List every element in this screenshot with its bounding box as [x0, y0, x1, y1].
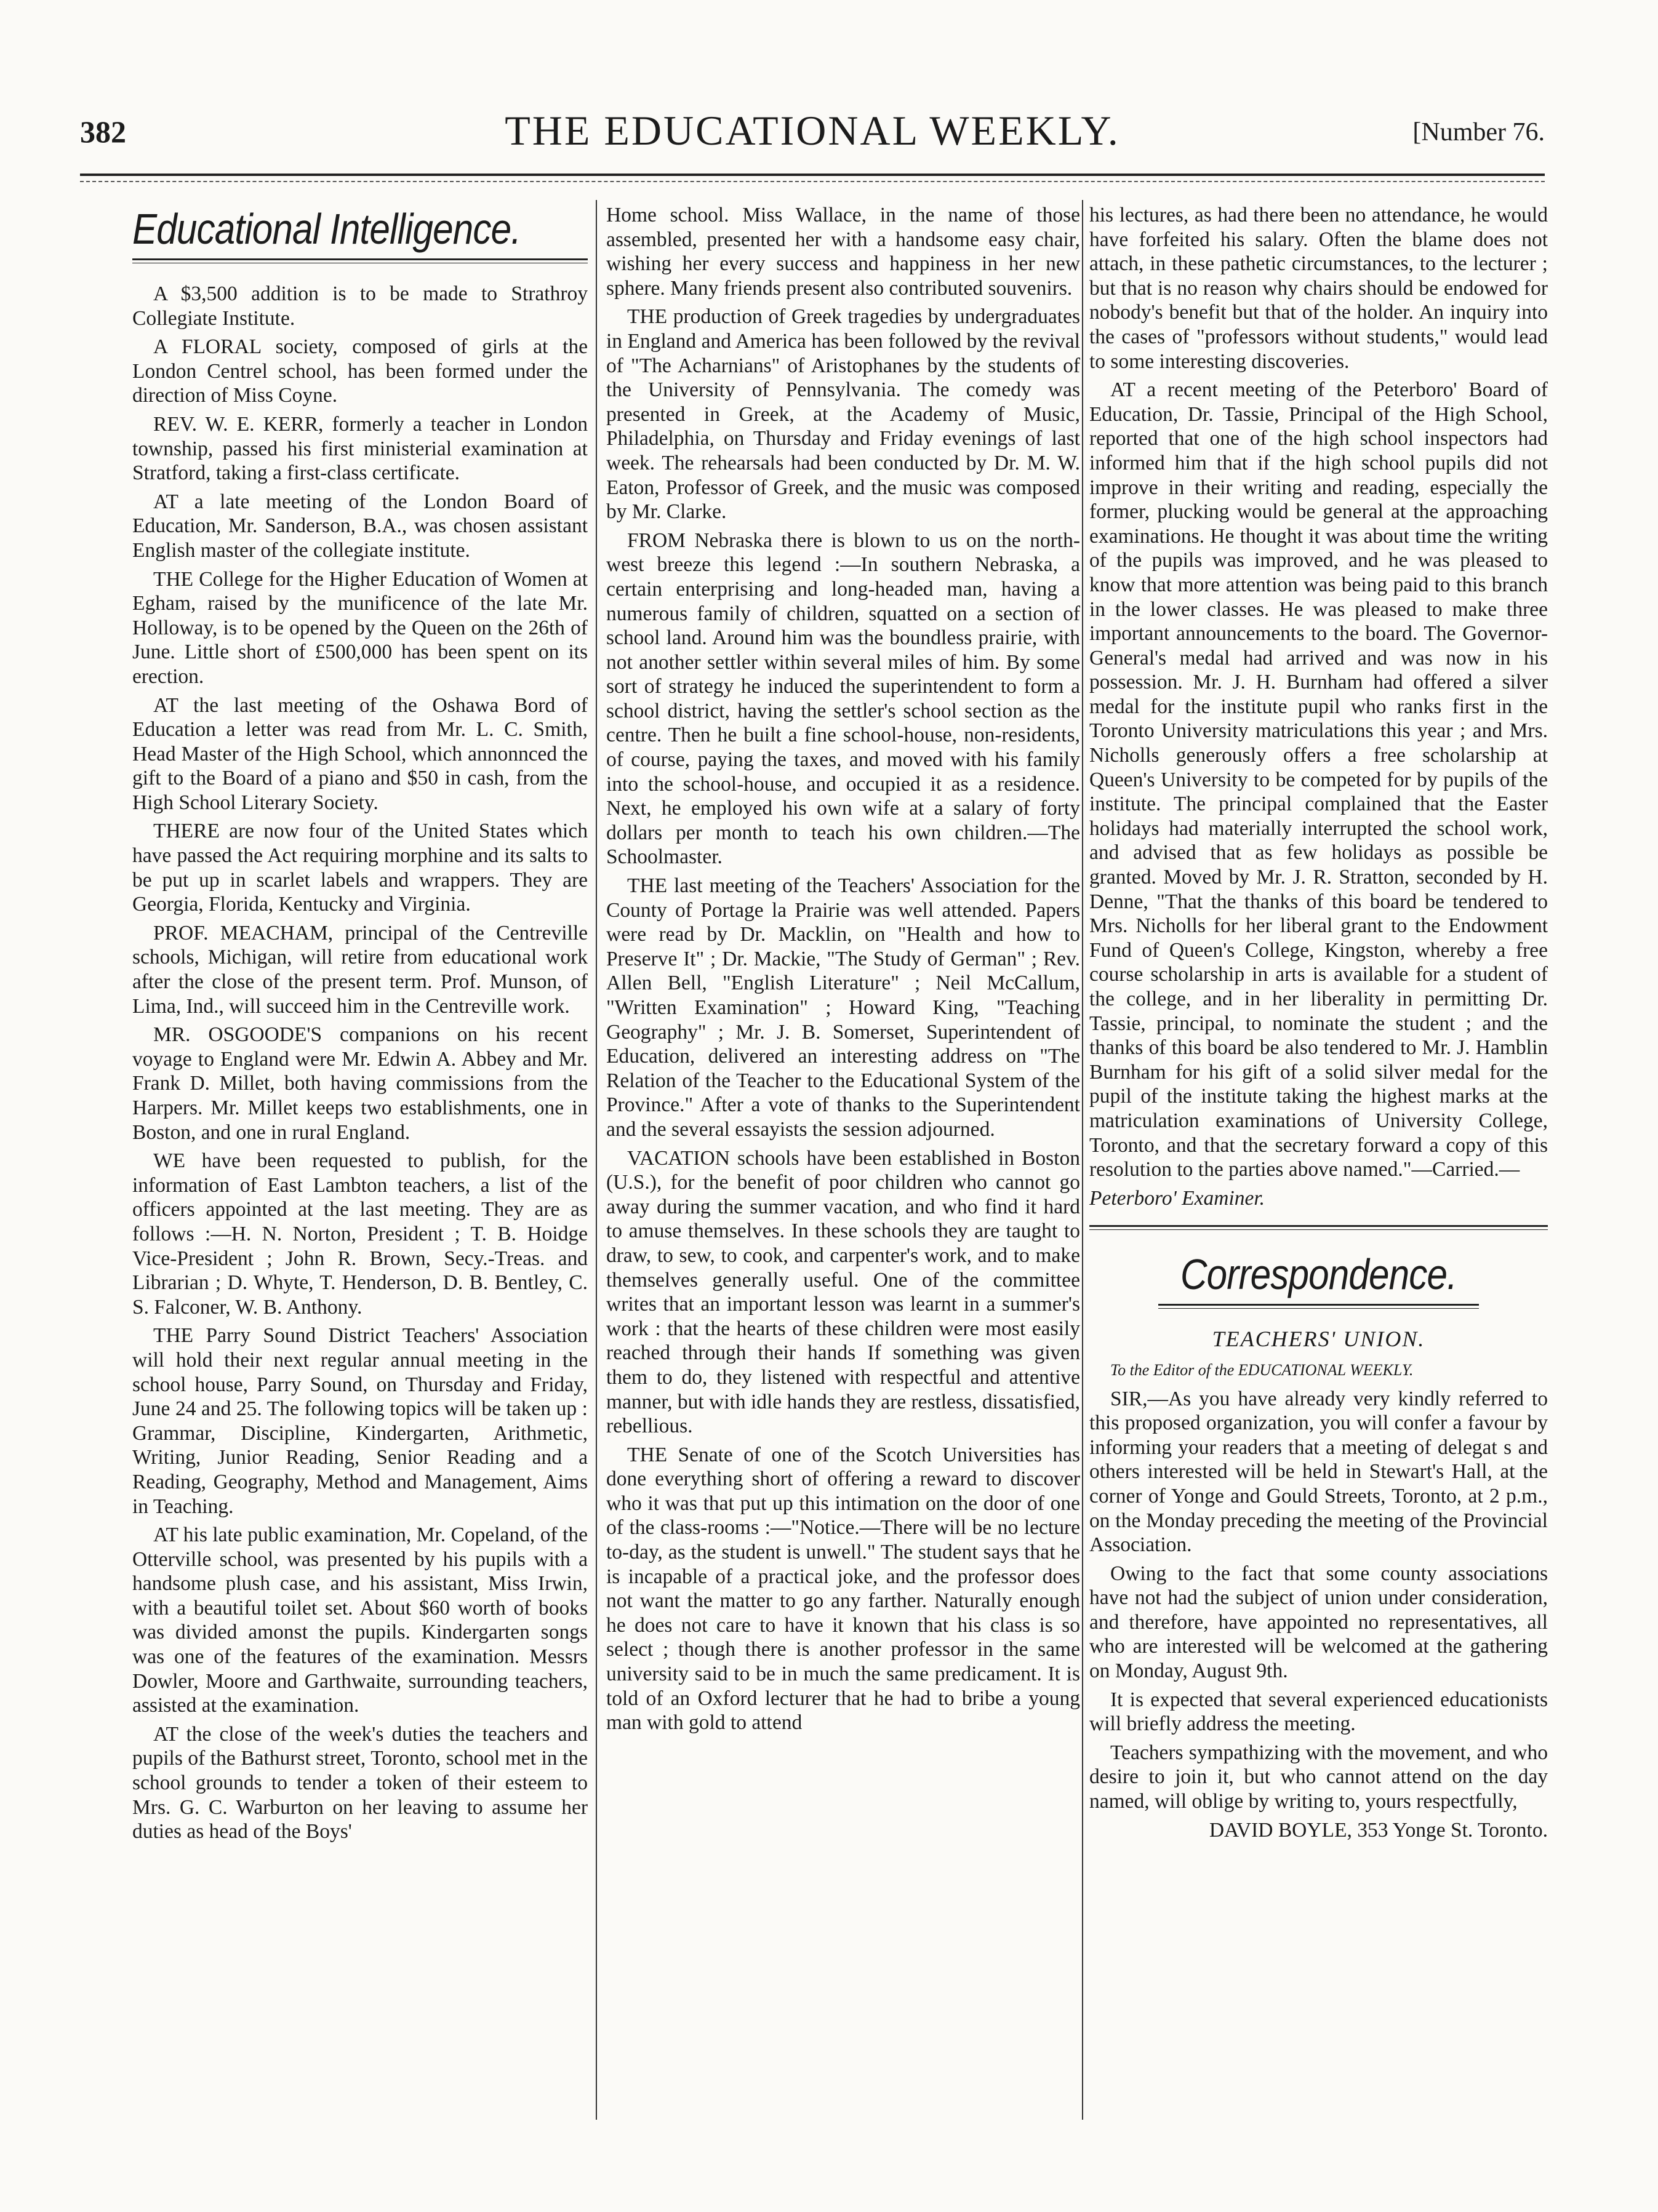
article-paragraph: MR. OSGOODE'S companions on his recent voyage to England were Mr. Edwin A. Abbey and Mr. Frank D. Millet, both having commissions from the Harpers. Mr. Millet keeps two establishments, one in Boston, and one in rural England. [132, 1023, 588, 1144]
article-paragraph: AT the last meeting of the Oshawa Bord of Education a letter was read from Mr. L. C. Smith, Head Master of the High School, which annonnced the gift to the Board of a piano and $50 in cash, from the High School Literary Society. [132, 693, 588, 814]
article-paragraph: AT a late meeting of the London Board of Education, Mr. Sanderson, B.A., was chosen assistant English master of the collegiate institute. [132, 490, 588, 562]
column-divider-2 [1082, 200, 1083, 2120]
masthead-title: THE EDUCATIONAL WEEKLY. [505, 107, 1120, 154]
article-paragraph: THE last meeting of the Teachers' Association for the County of Portage la Prairie was well attended. Papers were read by Dr. Macklin, on "Health and how to Preserve It" ; Dr. Mackie, "The Study of German" ; Rev. Allen Bell, "English Literature" ; Neil McCallum, "Written Examination" ; Howard King, "Teaching Geography" ; Mr. J. B. Somerset, Superintendent of Education, delivered an interesting address on "The Relation of the Teacher to the Educational System of the Province." After a vote of thanks to the Superintendent and the several essayists the session adjourned. [606, 874, 1080, 1141]
heading-ornament [132, 258, 588, 263]
article-paragraph: his lectures, as had there been no attendance, he would have forfeited his salary. Often the blame does not attach, in these pathetic circumstances, to the lecturer ; but that is no reason why chairs should be endowed for nobody's benefit but that of the holder. An inquiry into the cases of "professors without students," would lead to some interesting discoveries. [1089, 204, 1548, 373]
letter-addressee: To the Editor of the EDUCATIONAL WEEKLY. [1110, 1360, 1414, 1379]
page-number: 382 [80, 114, 126, 149]
source-citation: Peterboro' Examiner. [1089, 1186, 1265, 1210]
column-1 [132, 203, 588, 1848]
section-heading-correspondence: Correspondence. [1180, 1250, 1457, 1299]
article-paragraph: A FLORAL society, composed of girls at the London Centrel school, has been formed under the direction of Miss Coyne. [132, 335, 588, 407]
article-paragraph: WE have been requested to publish, for the information of East Lambton teachers, a list of the officers appointed at the last meeting. They are as follows :—H. N. Norton, President ; T. B. Hoidge Vice-President ; John R. Brown, Secy.-Treas. and Librarian ; D. Whyte, T. Henderson, D. B. Bentley, C. S. Falconer, W. B. Anthony. [132, 1149, 588, 1319]
article-paragraph: THE Senate of one of the Scotch Universities has done everything short of offering a reward to discover who it was that put up this intimation on the door of one of the class-rooms :—"Notice.—There will be no lecture to-day, as the student is unwell." The student says that he is incapable of a practical joke, and the professor does not want the matter to go any farther. Naturally enough he does not care to have it known that his class is so select ; though there is another professor in the same university said to be in much the same predicament. It is told of an Oxford lecturer that he had to bribe a young man with gold to attend [606, 1443, 1080, 1735]
article-paragraph: AT a recent meeting of the Peterboro' Board of Education, Dr. Tassie, Principal of the High School, reported that one of the high school inspectors had informed him that if the high school pupils did not improve in their writing and reading, especially the former, plucking would be general at the approaching examinations. He thought it was about time the writing of the pupils was improved, and he was pleased to know that more attention was being paid to this branch in the lower classes. He was pleased to make three important announcements to the board. The Governor-General's medal had arrived and was now in his possession. Mr. J. H. Burnham had offered a silver medal for the institute pupil who ranks first in the Toronto University matriculations this year ; and Mrs. Nicholls generously offers a free scholarship at Queen's University to be competed for by pupils of the institute. The principal complained that the Easter holidays had materially interrupted the school work, and advised that as few holidays as possible be granted. Moved by Mr. J. R. Stratton, seconded by H. Denne, "That the thanks of this board be tendered to Mrs. Nicholls for her liberal grant to the Endowment Fund of Queen's College, Kingston, whereby a free course scholarship in arts is available for a student of the college, and in her liberality in permitting Dr. Tassie, principal, to nominate the student ; and the thanks of this board be also tendered to Mr. J. Hamblin Burnham for his gift of a solid silver medal for the pupil of the institute taking the highest marks at the matriculation examinations of University College, Toronto, and that the secretary forward a copy of this resolution to the parties above named."—Carried.— [1089, 378, 1548, 1181]
column-3 [1089, 203, 1548, 1847]
article-paragraph: THERE are now four of the United States which have passed the Act requiring morphine and its salts to be put up in scarlet labels and wrappers. They are Georgia, Florida, Kentucky and Virginia. [132, 820, 588, 916]
article-paragraph: PROF. MEACHAM, principal of the Centreville schools, Michigan, will retire from educational work after the close of the present term. Prof. Munson, of Lima, Ind., will succeed him in the Centreville work. [132, 921, 588, 1018]
article-paragraph: AT his late public examination, Mr. Copeland, of the Otterville school, was presented by his pupils with a handsome plush case, and his assistant, Miss Irwin, with a beautiful toilet set. About $60 worth of books was divided amonst the pupils. Kindergarten songs was one of the features of the examination. Messrs Dowler, Moore and Garthwaite, surrounding teachers, assisted at the examination. [132, 1523, 588, 1717]
column-divider-1 [596, 200, 597, 2120]
column-2 [606, 203, 1080, 1739]
article-paragraph: THE College for the Higher Education of Women at Egham, raised by the munificence of the late Mr. Holloway, is to be opened by the Queen on the 26th of June. Little short of £500,000 has been spent on its erection. [132, 567, 588, 688]
letter-signature: DAVID BOYLE, 353 Yonge St. Toronto. [1209, 1818, 1548, 1842]
page-header [80, 107, 1545, 169]
article-source [1089, 1186, 1548, 1211]
article-paragraph: VACATION schools have been established in Boston (U.S.), for the benefit of poor children who cannot go away during the summer vacation, and who find it hard to amuse themselves. In these schools they are taught to draw, to sew, to cook, and carpenter's work, and to make themselves generally useful. One of the committee writes that an important lesson was learnt in a summer's work : that the hearts of these children were most easily reached through their hands If something was given them to do, they listened with respectful and attentive manner, but with idle hands they are restless, dissatisfied, rebellious. [606, 1146, 1080, 1438]
section-heading-intelligence: Educational Intelligence. [132, 205, 521, 253]
letter-title: TEACHERS' UNION. [1212, 1327, 1425, 1352]
letter-paragraph: Owing to the fact that some county associations have not had the subject of union under consideration, and therefore, have appointed no representatives, all who are interested will be welcomed at the gathering on Monday, August 9th. [1089, 1562, 1548, 1683]
section-divider [1089, 1225, 1548, 1230]
issue-number: [Number 76. [1412, 118, 1545, 146]
header-rule [80, 174, 1545, 176]
header-rule-dashed [80, 181, 1545, 182]
article-paragraph: AT the close of the week's duties the teachers and pupils of the Bathurst street, Toronto, school met in the school grounds to tender a token of their esteem to Mrs. G. C. Warburton on her leaving to assume her duties as head of the Boys' [132, 1722, 588, 1843]
article-paragraph: REV. W. E. KERR, formerly a teacher in London township, passed his first ministerial examination at Stratford, taking a first-class certificate. [132, 412, 588, 485]
heading-ornament [1158, 1304, 1480, 1309]
article-paragraph: FROM Nebraska there is blown to us on the north-west breeze this legend :—In southern Nebraska, a certain enterprising and long-headed man, having a numerous family of children, squatted on a section of school land. Around him was the boundless prairie, with not another settler within several miles of him. By some sort of strategy he induced the superintendent to form a school district, having the settler's school section as the centre. Then he built a fine school-house, non-residents, of course, paying the taxes, and moved with his family into the school-house, and occupied it as a residence. Next, he employed his own wife at a salary of forty dollars per month to teach his own children.—The Schoolmaster. [606, 529, 1080, 869]
article-paragraph: A $3,500 addition is to be made to Strathroy Collegiate Institute. [132, 282, 588, 330]
letter-paragraph: Teachers sympathizing with the movement, and who desire to join it, but who cannot attend on the day named, will oblige by writing to, yours respectfully, [1089, 1741, 1548, 1813]
letter-paragraph: It is expected that several experienced educationists will briefly address the meeting. [1089, 1688, 1548, 1736]
letter-paragraph: SIR,—As you have already very kindly referred to this proposed organization, you will confer a favour by informing your readers that a meeting of delegat s and others interested will be held in Stewart's Hall, at the corner of Yonge and Gould Streets, Toronto, at 2 p.m., on the Monday preceding the meeting of the Provincial Association. [1089, 1387, 1548, 1557]
article-paragraph: THE Parry Sound District Teachers' Association will hold their next regular annual meeting in the school house, Parry Sound, on Thursday and Friday, June 24 and 25. The following topics will be taken up : Grammar, Discipline, Kindergarten, Arithmetic, Writing, Junior Reading, Senior Reading and a Reading, Geography, Method and Management, Aims in Teaching. [132, 1324, 588, 1518]
article-paragraph: THE production of Greek tragedies by undergraduates in England and America has been followed by the revival of "The Acharnians" of Aristophanes by the students of the University of Pennsylvania. The comedy was presented in Greek, at the Academy of Music, Philadelphia, on Thursday and Friday evenings of last week. The rehearsals had been conducted by Dr. M. W. Eaton, Professor of Greek, and the music was composed by Mr. Clarke. [606, 305, 1080, 524]
article-paragraph: Home school. Miss Wallace, in the name of those assembled, presented her with a handsome easy chair, wishing her every success and happiness in her new sphere. Many friends present also contributed souvenirs. [606, 204, 1080, 300]
